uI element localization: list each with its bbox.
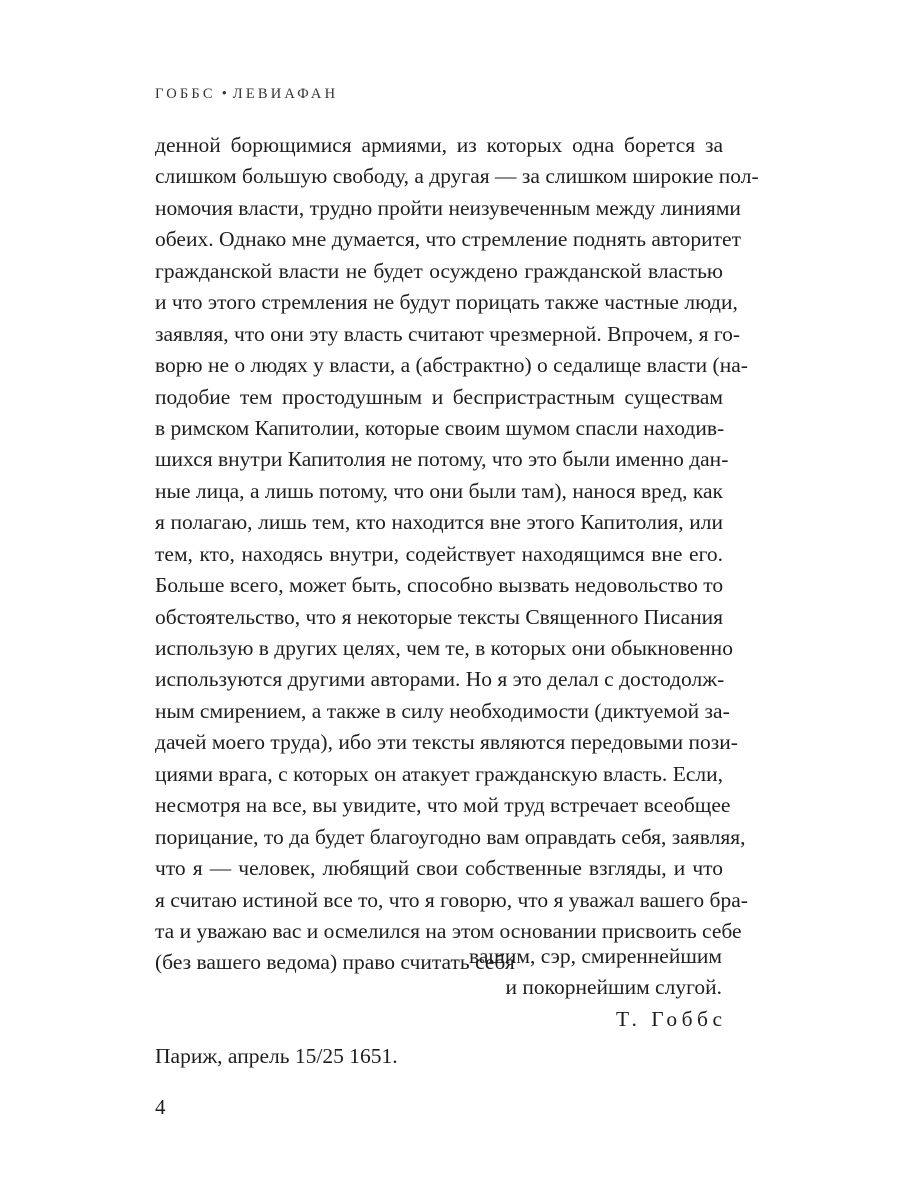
text-line: ворю не о людях у власти, а (абстрактно) о седалище власти (на- — [155, 353, 748, 378]
letter-closing — [468, 941, 727, 1035]
text-line: гражданской власти не будет осуждено гражданской властью — [155, 258, 723, 283]
text-line: в римском Капитолии, которые своим шумом спасли находив- — [155, 415, 725, 440]
text-line: тем, кто, находясь внутри, содействует находящимся вне его. — [155, 541, 723, 566]
running-head-title: ЛЕВИАФАН — [232, 86, 339, 102]
place-date: Париж, апрель 15/25 1651. — [155, 1044, 398, 1068]
text-line: ные лица, а лишь потому, что они были там), нанося вред, как — [155, 478, 723, 503]
text-line: что я — человек, любящий свои собственные взгляды, и что — [155, 856, 723, 881]
signature: Т. Гоббс — [616, 1006, 727, 1031]
text-line: я считаю истиной все то, что я говорю, что я уважал вашего бра- — [155, 887, 748, 912]
running-head — [155, 86, 338, 103]
text-line: заявляя, что они эту власть считают чрезмерной. Впрочем, я го- — [155, 321, 741, 346]
text-line-last: (без вашего ведома) право считать себя — [155, 950, 515, 975]
text-line: несмотря на все, вы увидите, что мой труд встречает всеобщее — [155, 793, 731, 818]
text-line: используются другими авторами. Но я это делал с достодолж- — [155, 667, 725, 692]
closing-line-1: вашим, сэр, смиреннейшим — [468, 944, 722, 968]
text-line: денной борющимися армиями, из которых одна борется за — [155, 133, 723, 157]
text-line: и что этого стремления не будут порицать также частные люди, — [155, 290, 738, 315]
body-text — [155, 130, 759, 979]
text-line: обстоятельство, что я некоторые тексты Священного Писания — [155, 604, 723, 629]
text-line: слишком большую свободу, а другая — за слишком широкие пол- — [155, 164, 759, 189]
text-line: Больше всего, может быть, способно вызвать недовольство то — [155, 573, 724, 598]
text-line: использую в других целях, чем те, в которых они обыкновенно — [155, 636, 733, 660]
text-line: шихся внутри Капитолия не потому, что это были именно дан- — [155, 447, 729, 472]
running-head-separator: • — [221, 86, 227, 102]
text-line: номочия власти, трудно пройти неизувеченным между линиями — [155, 195, 741, 220]
text-line: циями врага, с которых он атакует гражданскую власть. Если, — [155, 761, 723, 786]
text-line: подобие тем простодушным и беспристрастным существам — [155, 384, 723, 409]
text-line: обеих. Однако мне думается, что стремление поднять авторитет — [155, 227, 741, 252]
text-line: порицание, то да будет благоугодно вам оправдать себя, заявляя, — [155, 824, 746, 849]
closing-line-2: и покорнейшим слугой. — [505, 975, 722, 1000]
text-line: та и уважаю вас и осмелился на этом основании присвоить себе — [155, 918, 742, 943]
page-number: 4 — [155, 1095, 166, 1119]
text-line: ным смирением, а также в силу необходимости (диктуемой за- — [155, 698, 730, 723]
text-line: дачей моего труда), ибо эти тексты являются передовыми пози- — [155, 730, 738, 755]
text-line: я полагаю, лишь тем, кто находится вне этого Капитолия, или — [155, 510, 723, 535]
running-head-author: ГОББС — [155, 86, 216, 102]
